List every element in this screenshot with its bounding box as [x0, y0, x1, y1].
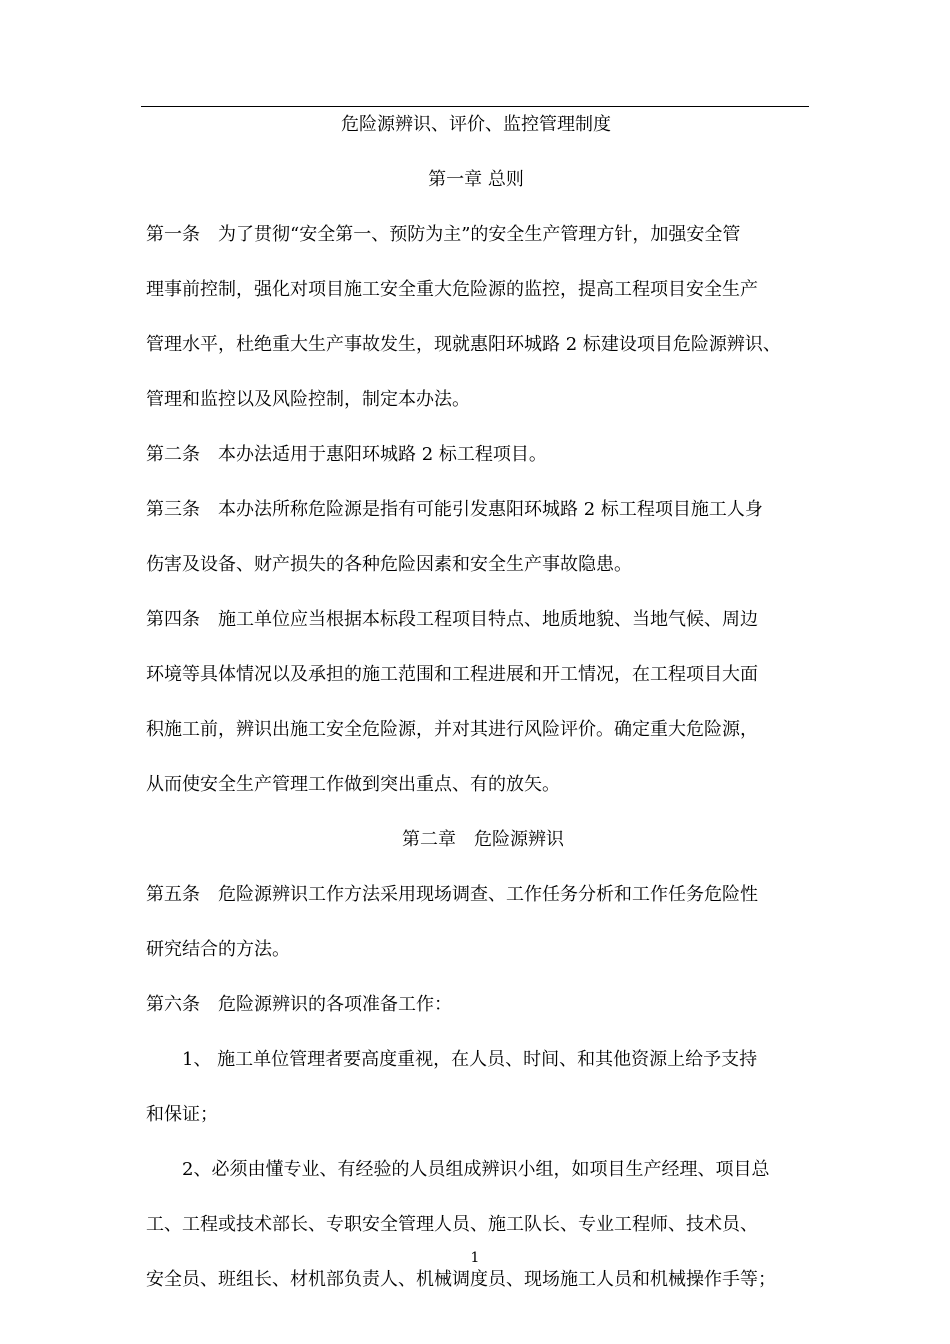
list-item-2-line: 2、必须由懂专业、有经验的人员组成辨识小组，如项目生产经理、项目总: [182, 1159, 770, 1180]
article-4-line: 环境等具体情况以及承担的施工范围和工程进展和开工情况，在工程项目大面: [146, 664, 758, 685]
article-3-line: 第三条 本办法所称危险源是指有可能引发惠阳环城路 2 标工程项目施工人身: [146, 499, 763, 520]
article-3: [146, 497, 806, 577]
article-5-line: 第五条 危险源辨识工作方法采用现场调查、工作任务分析和工作任务危险性: [146, 884, 758, 905]
article-5-line: 研究结合的方法。: [146, 939, 290, 960]
article-1-line: 第一条 为了贯彻“安全第一、预防为主”的安全生产管理方针，加强安全管: [146, 224, 741, 245]
article-2-line: 第二条 本办法适用于惠阳环城路 2 标工程项目。: [146, 444, 547, 465]
list-item-1-line: 和保证；: [146, 1104, 218, 1125]
chapter-1-heading: 第一章 总则: [428, 169, 524, 190]
article-1-line: 理事前控制，强化对项目施工安全重大危险源的监控，提高工程项目安全生产: [146, 279, 758, 300]
article-3-line: 伤害及设备、财产损失的各种危险因素和安全生产事故隐患。: [146, 554, 632, 575]
chapter-2-heading: 第二章 危险源辨识: [402, 829, 564, 850]
document-body: [146, 112, 806, 1322]
list-item-2-line: 工、工程或技术部长、专职安全管理人员、施工队长、专业工程师、技术员、: [146, 1214, 758, 1235]
article-4-line: 从而使安全生产管理工作做到突出重点、有的放矢。: [146, 774, 560, 795]
list-item-2: [146, 1157, 806, 1292]
article-2: [146, 442, 806, 467]
article-4-line: 第四条 施工单位应当根据本标段工程项目特点、地质地貌、当地气候、周边: [146, 609, 758, 630]
list-item-1-line: 1、 施工单位管理者要高度重视，在人员、时间、和其他资源上给予支持: [182, 1049, 758, 1070]
article-6-line: 第六条 危险源辨识的各项准备工作：: [146, 994, 452, 1015]
article-6: [146, 992, 806, 1017]
header-rule: [141, 106, 809, 107]
page-number: 1: [470, 1250, 480, 1266]
article-1-line: 管理和监控以及风险控制，制定本办法。: [146, 389, 470, 410]
article-4: [146, 607, 806, 797]
article-1: [146, 222, 806, 412]
article-5: [146, 882, 806, 962]
document-title: 危险源辨识、评价、监控管理制度: [341, 114, 611, 135]
article-4-line: 积施工前，辨识出施工安全危险源，并对其进行风险评价。确定重大危险源，: [146, 719, 758, 740]
list-item-1: [146, 1047, 806, 1127]
list-item-2-line: 安全员、班组长、材机部负责人、机械调度员、现场施工人员和机械操作手等；: [146, 1269, 776, 1290]
article-1-line: 管理水平，杜绝重大生产事故发生，现就惠阳环城路 2 标建设项目危险源辨识、: [146, 334, 781, 355]
